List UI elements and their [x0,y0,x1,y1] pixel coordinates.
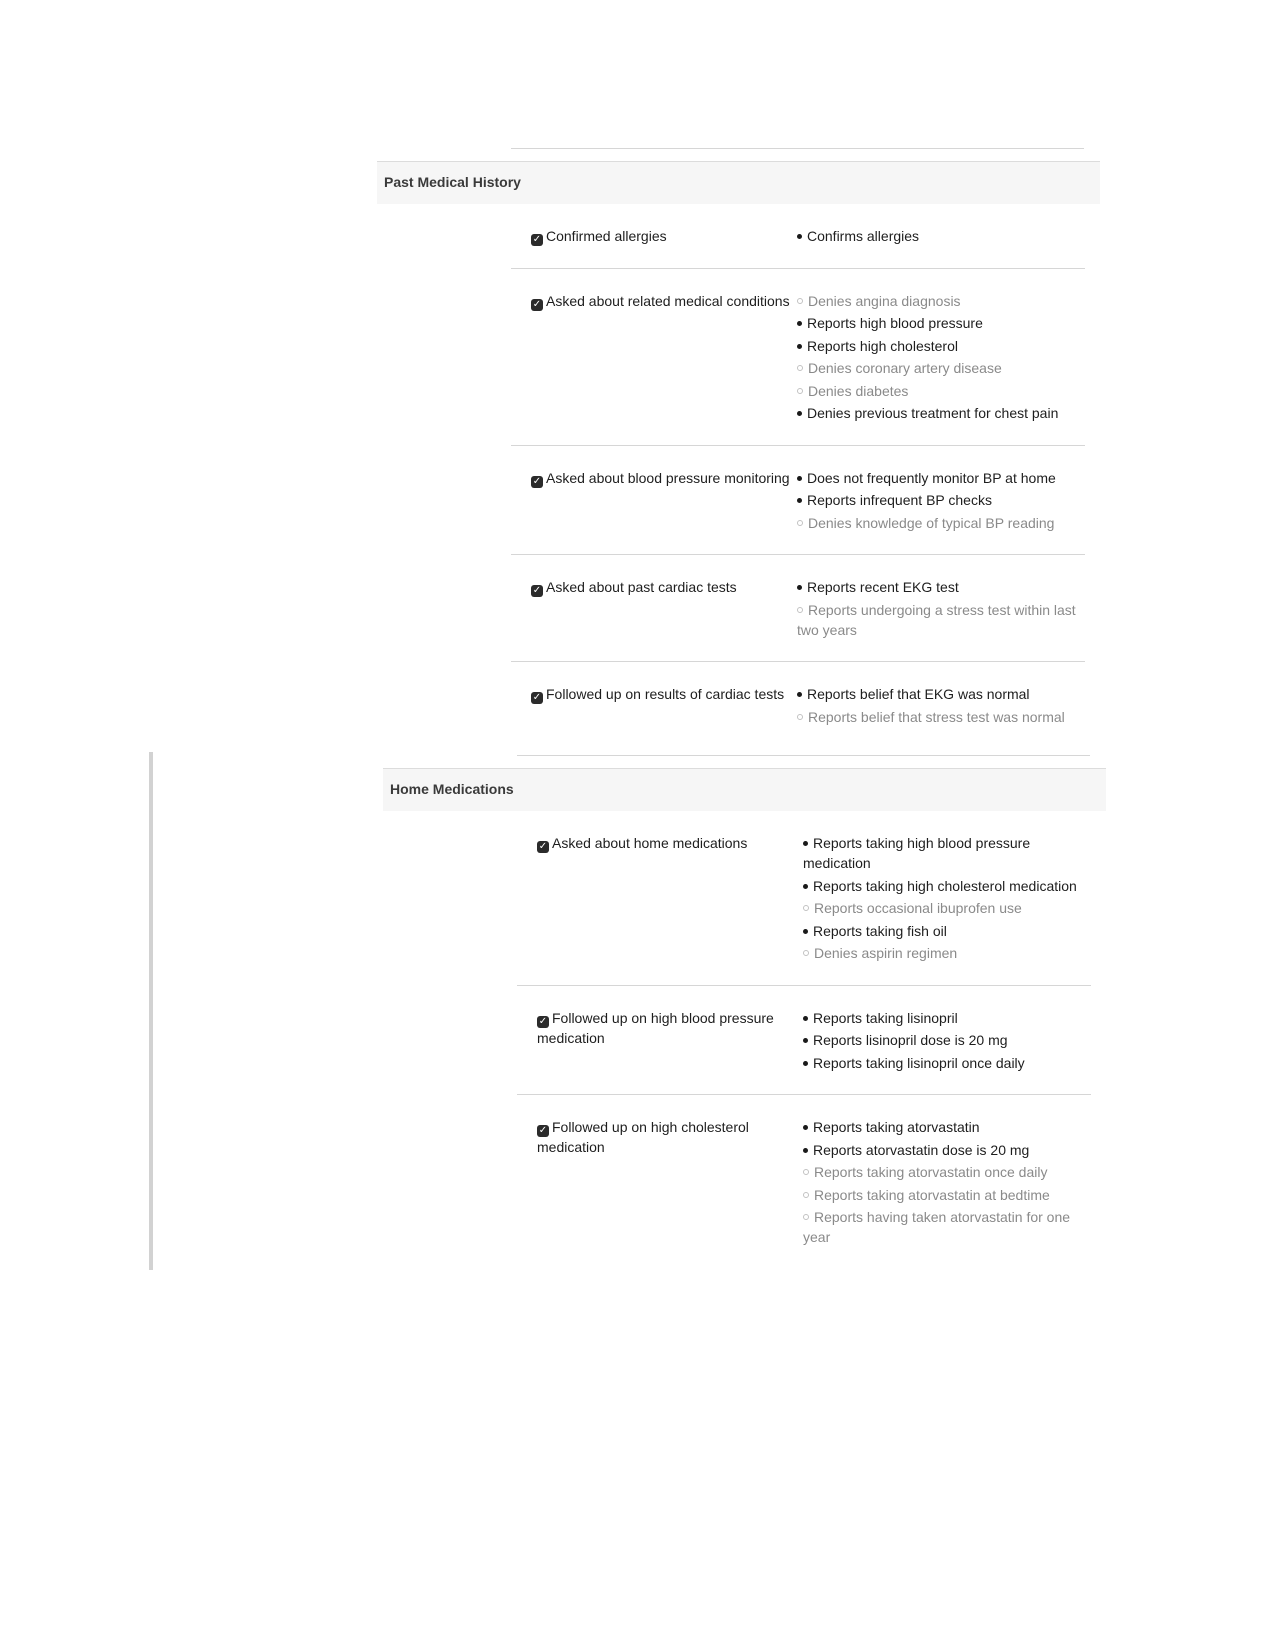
filled-bullet-icon [803,841,808,846]
checkbox-checked-icon[interactable]: ✓ [532,585,542,596]
finding-text: Denies aspirin regimen [814,945,958,961]
criterion-row [511,662,1085,748]
criterion-label: Followed up on results of cardiac tests [546,686,785,702]
finding-text: Reports undergoing a stress test within last two years [797,601,1076,638]
checkbox-checked-icon[interactable]: ✓ [532,475,542,487]
findings-list [797,1008,1091,1076]
findings-list [791,468,1085,536]
finding-item [803,1030,1091,1050]
section-past-medical-history [377,148,1100,728]
criterion [517,833,797,966]
findings-list [791,577,1085,642]
finding-item [803,1008,1091,1028]
findings-list [791,684,1085,729]
criterion [511,684,791,729]
criterion [511,577,791,642]
filled-bullet-icon [797,344,802,349]
finding-text: Reports taking high blood pressure medication [803,835,1031,871]
finding-item [797,381,1085,401]
finding-text: Denies coronary artery disease [808,360,1002,376]
checkbox-checked-icon[interactable]: ✓ [538,1015,548,1027]
finding-item [803,1053,1091,1073]
finding-text: Denies knowledge of typical BP reading [808,514,1055,531]
finding-item [797,336,1085,356]
checkbox-checked-icon[interactable]: ✓ [532,692,542,703]
finding-item [797,358,1085,378]
finding-item [803,1207,1091,1247]
finding-item [803,1140,1091,1160]
finding-text: Reports taking fish oil [813,922,947,939]
criterion [511,291,791,426]
finding-text: Reports taking lisinopril [813,1009,958,1026]
section-title: Past Medical History [384,174,521,190]
criterion-row [517,1095,1091,1269]
finding-text: Does not frequently monitor BP at home [807,469,1056,486]
finding-item [797,707,1085,727]
criterion [511,226,791,249]
finding-item [797,468,1085,488]
finding-text: Reports high cholesterol [807,337,958,354]
hollow-bullet-icon [803,950,809,956]
section-top-rule [511,148,1084,149]
finding-text: Reports taking high cholesterol medication [813,877,1077,894]
finding-text: Reports taking atorvastatin at bedtime [814,1186,1050,1203]
criteria-list [517,811,1091,1269]
finding-item [803,833,1091,873]
findings-list [797,1117,1091,1250]
criterion-row [511,204,1085,269]
finding-item [797,226,1085,246]
hollow-bullet-icon [797,520,803,526]
filled-bullet-icon [803,929,808,934]
section-title: Home Medications [390,781,514,797]
finding-item [803,1185,1091,1205]
filled-bullet-icon [803,884,808,889]
criterion-label: Asked about past cardiac tests [546,579,737,595]
filled-bullet-icon [803,1125,808,1130]
finding-text: Reports infrequent BP checks [807,492,992,508]
criterion [517,1008,797,1076]
criterion [511,468,791,536]
finding-item [797,513,1085,533]
hollow-bullet-icon [797,388,803,394]
criterion-label: Followed up on high cholesterol medication [537,1119,749,1155]
finding-item [797,291,1085,311]
findings-list [797,833,1091,966]
criterion-row [517,811,1091,986]
finding-text: Reports taking atorvastatin [813,1119,980,1135]
finding-text: Confirms allergies [807,228,920,244]
criterion-label: Asked about blood pressure monitoring [546,469,790,486]
filled-bullet-icon [803,1148,808,1153]
left-margin-bar [149,752,153,1270]
section-header [377,161,1100,204]
finding-text: Reports occasional ibuprofen use [814,900,1022,916]
finding-item [797,600,1085,640]
hollow-bullet-icon [797,298,803,304]
filled-bullet-icon [797,498,802,503]
filled-bullet-icon [797,585,802,590]
finding-text: Reports lisinopril dose is 20 mg [813,1032,1008,1048]
filled-bullet-icon [797,411,802,416]
finding-item [803,943,1091,963]
checkbox-checked-icon[interactable]: ✓ [532,234,542,245]
finding-item [797,577,1085,597]
filled-bullet-icon [803,1038,808,1043]
criterion-row [517,986,1091,1096]
finding-text: Reports atorvastatin dose is 20 mg [813,1141,1030,1158]
section-header [383,768,1106,811]
criterion [517,1117,797,1250]
checkbox-checked-icon[interactable]: ✓ [532,298,542,310]
hollow-bullet-icon [797,607,803,613]
checkbox-checked-icon[interactable]: ✓ [538,1125,548,1136]
criterion-label: Asked about related medical conditions [546,292,790,309]
findings-list [791,226,1085,249]
filled-bullet-icon [797,692,802,697]
finding-text: Reports belief that stress test was normal [808,708,1065,725]
finding-text: Reports belief that EKG was normal [807,686,1030,702]
finding-item [797,490,1085,510]
filled-bullet-icon [797,476,802,481]
criterion-label: Asked about home medications [552,835,748,851]
checkbox-checked-icon[interactable]: ✓ [538,841,548,852]
criterion-label: Confirmed allergies [546,228,667,244]
filled-bullet-icon [797,234,802,239]
hollow-bullet-icon [803,905,809,911]
filled-bullet-icon [797,321,802,326]
finding-item [797,684,1085,704]
hollow-bullet-icon [803,1192,809,1198]
finding-text: Reports having taken atorvastatin for one year [803,1209,1071,1245]
finding-item [803,1117,1091,1137]
filled-bullet-icon [803,1016,808,1021]
finding-item [803,1162,1091,1182]
finding-item [803,921,1091,941]
finding-text: Reports taking lisinopril once daily [813,1054,1025,1071]
hollow-bullet-icon [803,1169,809,1175]
section-home-medications [383,755,1106,1275]
finding-text: Denies angina diagnosis [808,292,961,309]
finding-text: Reports recent EKG test [807,579,959,595]
section-top-rule [517,755,1090,756]
finding-text: Reports high blood pressure [807,315,983,331]
finding-item [803,876,1091,896]
criterion-row [511,446,1085,556]
finding-item [797,403,1085,423]
criterion-label: Followed up on high blood pressure medication [537,1009,774,1046]
finding-item [797,313,1085,333]
criterion-row [511,555,1085,662]
finding-text: Denies previous treatment for chest pain [807,405,1059,421]
findings-list [791,291,1085,426]
hollow-bullet-icon [803,1214,809,1220]
finding-text: Denies diabetes [808,382,909,399]
hollow-bullet-icon [797,714,803,720]
criterion-row [511,269,1085,446]
filled-bullet-icon [803,1061,808,1066]
finding-text: Reports taking atorvastatin once daily [814,1164,1048,1180]
finding-item [803,898,1091,918]
criteria-list [511,204,1085,748]
hollow-bullet-icon [797,365,803,371]
